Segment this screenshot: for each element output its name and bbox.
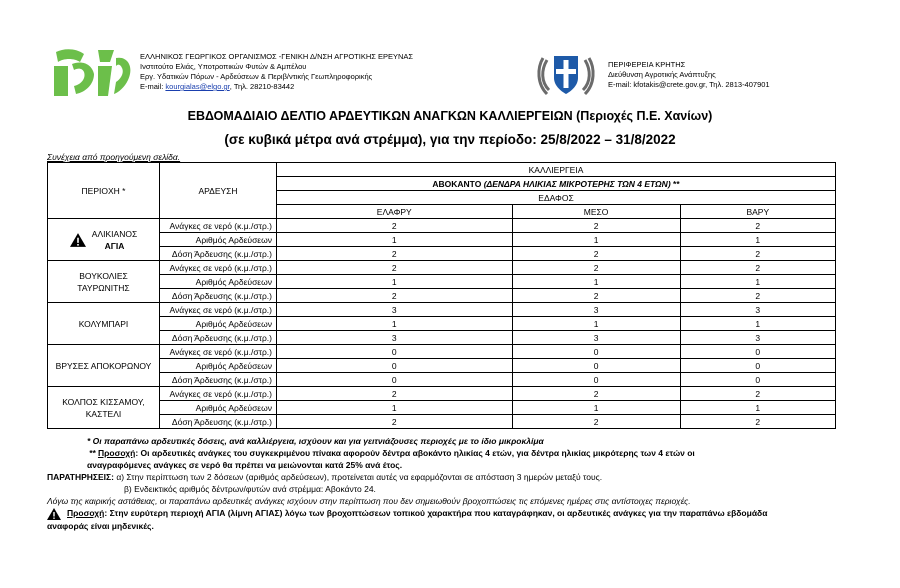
metric-label: Αριθμός Αρδεύσεων: [160, 275, 277, 289]
metric-label: Αριθμός Αρδεύσεων: [160, 317, 277, 331]
table-row: [48, 233, 836, 247]
value-cell: 3: [512, 331, 680, 345]
value-cell: 2: [512, 387, 680, 401]
note-young-trees: [47, 447, 847, 459]
remark-a-line: [47, 471, 847, 483]
value-cell: 1: [277, 401, 513, 415]
table-row: [48, 303, 836, 317]
region-name-line: ΒΟΥΚΟΛΙΕΣ: [79, 270, 128, 281]
crops-header: ΚΑΛΛΙΕΡΓΕΙΑ: [277, 163, 836, 177]
table-row: [48, 415, 836, 429]
value-cell: 0: [512, 359, 680, 373]
value-cell: 1: [680, 317, 835, 331]
table-row: [48, 345, 836, 359]
metric-label: Ανάγκες σε νερό (κ.μ./στρ.): [160, 345, 277, 359]
value-cell: 2: [277, 415, 513, 429]
warning-text-2: αναφοράς είναι μηδενικές.: [47, 520, 154, 531]
value-cell: 2: [512, 415, 680, 429]
elgo-logo: [54, 48, 134, 100]
metric-label: Ανάγκες σε νερό (κ.μ./στρ.): [160, 219, 277, 233]
value-cell: 2: [680, 219, 835, 233]
warning-text: : Στην ευρύτερη περιοχή ΑΓΙΑ (λίμνη ΑΓΙΑΣ) λόγω των βροχοπτώσεων τοπικού χαρακτήρα που καταγράφηκαν, οι αρδευτικές ανάγκες για την παραπάνω εβδομάδα: [104, 508, 768, 518]
bulletin-title: ΕΒΔΟΜΑΔΙΑΙΟ ΔΕΛΤΙΟ ΑΡΔΕΥΤΙΚΩΝ ΑΝΑΓΚΩΝ ΚΑΛΛΙΕΡΓΕΙΩΝ (Περιοχές Π.Ε. Χανίων): [187, 109, 713, 123]
region-cell: [48, 303, 160, 345]
remark-a: α) Στην περίπτωση των 2 δόσεων (αριθμός αρδεύσεων), προτείνεται αυτές να εφαρμόζονται σε απόσταση 3 ημερών μεταξύ τους.: [116, 472, 603, 482]
region-line-1: ΠΕΡΙΦΕΡΕΙΑ ΚΡΗΤΗΣ: [608, 60, 686, 69]
metric-label: Δόση Άρδευσης (κ.μ./στρ.): [160, 373, 277, 387]
bulletin-subtitle: (σε κυβικά μέτρα ανά στρέμμα), για την περίοδο: 25/8/2022 – 31/8/2022: [224, 132, 676, 147]
region-name-line: ΚΑΣΤΕΛΙ: [85, 408, 122, 419]
value-cell: 1: [277, 233, 513, 247]
value-cell: 2: [512, 289, 680, 303]
email-link[interactable]: kourgialas@elgo.gr: [165, 82, 230, 91]
value-cell: 1: [512, 317, 680, 331]
warning-icon: [70, 233, 86, 247]
metric-label: Δόση Άρδευσης (κ.μ./στρ.): [160, 331, 277, 345]
region-cell: [48, 219, 160, 261]
table-row: [48, 359, 836, 373]
value-cell: 1: [680, 233, 835, 247]
value-cell: 1: [512, 275, 680, 289]
region-cell: [48, 345, 160, 387]
header-right: [535, 50, 770, 105]
value-cell: 2: [680, 415, 835, 429]
value-cell: 2: [277, 219, 513, 233]
value-cell: 3: [277, 303, 513, 317]
value-cell: 2: [277, 387, 513, 401]
email-prefix: E-mail:: [140, 82, 166, 91]
metric-label: Δόση Άρδευσης (κ.μ./στρ.): [160, 415, 277, 429]
value-cell: 3: [277, 331, 513, 345]
metric-label: Δόση Άρδευσης (κ.μ./στρ.): [160, 289, 277, 303]
value-cell: 1: [512, 401, 680, 415]
value-cell: 1: [512, 233, 680, 247]
value-cell: 2: [680, 261, 835, 275]
header-right-text: [608, 60, 770, 90]
note-young-trees-2: αναγραφόμενες ανάγκες σε νερό θα πρέπει να μειώνονται κατά 25% ανά έτος.: [87, 460, 403, 470]
phone: , Τηλ. 28210-83442: [229, 82, 295, 91]
value-cell: 3: [680, 331, 835, 345]
value-cell: 1: [680, 401, 835, 415]
value-cell: 1: [680, 275, 835, 289]
value-cell: 1: [277, 317, 513, 331]
value-cell: 0: [277, 345, 513, 359]
org-line-1: ΕΛΛΗΝΙΚΟΣ ΓΕΩΡΓΙΚΟΣ ΟΡΓΑΝΙΣΜΟΣ -ΓΕΝΙΚΗ Δ/ΝΣΗ ΑΓΡΟΤΙΚΗΣ ΕΡΕΥΝΑΣ: [140, 52, 414, 61]
crop-stars: **: [670, 178, 680, 189]
metric-label: Αριθμός Αρδεύσεων: [160, 401, 277, 415]
warning-label: Προσοχή: [67, 508, 105, 518]
notes: [47, 435, 847, 532]
value-cell: 2: [512, 247, 680, 261]
table-row: [48, 289, 836, 303]
metric-label: Ανάγκες σε νερό (κ.μ./στρ.): [160, 261, 277, 275]
table-row: [48, 261, 836, 275]
table-row: [48, 387, 836, 401]
col-irrigation-header: ΑΡΔΕΥΣΗ: [160, 163, 277, 219]
weather-note: Λόγω της καιρικής αστάθειας, οι παραπάνω αρδευτικές ανάγκες ισχύουν στην περίπτωση που δεν σημειωθούν βροχοπτώσεις τις επόμενες ημέρες στις αντίστοιχες περιοχές.: [47, 496, 691, 506]
remark-b: β) Ενδεικτικός αριθμός δέντρων/φυτών ανά στρέμμα: Αβοκάντο 24.: [124, 484, 376, 494]
region-name: [92, 228, 137, 252]
value-cell: 2: [680, 247, 835, 261]
remarks-label: ΠΑΡΑΤΗΡΗΣΕΙΣ:: [47, 472, 114, 482]
table-header-row: [48, 163, 836, 177]
col-region-header: ΠΕΡΙΟΧΗ *: [48, 163, 160, 219]
note-attention-text: : Οι αρδευτικές ανάγκες του συγκεκριμένου πίνακα αφορούν δέντρα αβοκάντο ηλικίας 4 ετών, για δέντρα ηλικίας μικρότερης των 4 ετών οι: [135, 448, 695, 458]
soil-heavy: ΒΑΡΥ: [680, 205, 835, 219]
crop-age-note: (ΔΕΝΔΡΑ ΗΛΙΚΙΑΣ ΜΙΚΡΟΤΕΡΗΣ ΤΩΝ 4 ΕΤΩΝ): [483, 178, 671, 189]
value-cell: 3: [680, 303, 835, 317]
table-row: [48, 275, 836, 289]
value-cell: 2: [277, 289, 513, 303]
metric-label: Ανάγκες σε νερό (κ.μ./στρ.): [160, 303, 277, 317]
table-row: [48, 373, 836, 387]
note-microclimate: * Οι παραπάνω αρδευτικές δόσεις, ανά καλλιέργεια, ισχύουν και για γειτνιάζουσες περιοχές με το ίδιο μικροκλίμα: [87, 436, 544, 446]
continued-note: Συνέχεια από προηγούμενη σελίδα.: [47, 152, 181, 162]
value-cell: 2: [680, 289, 835, 303]
header-left: [54, 48, 414, 105]
table-row: [48, 401, 836, 415]
value-cell: 0: [680, 359, 835, 373]
value-cell: 0: [512, 373, 680, 387]
soil-medium: ΜΕΣΟ: [512, 205, 680, 219]
value-cell: 2: [277, 261, 513, 275]
metric-label: Αριθμός Αρδεύσεων: [160, 233, 277, 247]
org-line-3: Εργ. Υδατικών Πόρων - Αρδεύσεων & Περιβ/ντικής Γεωπληροφορικής: [140, 72, 373, 81]
metric-label: Δόση Άρδευσης (κ.μ./στρ.): [160, 247, 277, 261]
irrigation-table: [47, 162, 836, 429]
value-cell: 0: [512, 345, 680, 359]
org-line-2: Ινστιτούτο Ελιάς, Υποτροπικών Φυτών & Αμπέλου: [140, 62, 307, 71]
crop-name-cell: [277, 177, 836, 191]
region-line-3: E-mail: kfotakis@crete.gov.gr, Τηλ. 2813-407901: [608, 80, 770, 89]
table-row: [48, 247, 836, 261]
table-row: [48, 331, 836, 345]
warning-note: [47, 507, 847, 520]
value-cell: 2: [512, 219, 680, 233]
value-cell: 3: [512, 303, 680, 317]
soil-header: ΕΔΑΦΟΣ: [277, 191, 836, 205]
soil-light: ΕΛΑΦΡΥ: [277, 205, 513, 219]
region-name-line: ΚΟΛΠΟΣ ΚΙΣΣΑΜΟΥ,: [62, 396, 145, 407]
region-line-2: Διεύθυνση Αγροτικής Ανάπτυξης: [608, 70, 716, 79]
header-left-text: [140, 52, 413, 92]
region-cell: [48, 387, 160, 429]
greek-emblem-icon: [535, 50, 597, 100]
value-cell: 2: [277, 247, 513, 261]
contact-line: [140, 82, 413, 92]
value-cell: 2: [680, 387, 835, 401]
note-attention-label: Προσοχή: [97, 448, 136, 458]
metric-label: Ανάγκες σε νερό (κ.μ./στρ.): [160, 387, 277, 401]
value-cell: 0: [277, 373, 513, 387]
region-name-line: ΤΑΥΡΩΝΙΤΗΣ: [77, 282, 130, 293]
table-row: [48, 219, 836, 233]
value-cell: 0: [680, 345, 835, 359]
value-cell: 1: [277, 275, 513, 289]
metric-label: Αριθμός Αρδεύσεων: [160, 359, 277, 373]
crop-name: ΑΒΟΚΑΝΤΟ: [432, 178, 482, 189]
region-name-line: ΚΟΛΥΜΠΑΡΙ: [78, 318, 129, 329]
value-cell: 0: [680, 373, 835, 387]
table-row: [48, 317, 836, 331]
note-stars: **: [89, 448, 98, 458]
value-cell: 0: [277, 359, 513, 373]
region-name-line: ΑΓΙΑ: [104, 240, 125, 251]
region-rows: [48, 219, 836, 429]
value-cell: 2: [512, 261, 680, 275]
warning-icon: [47, 508, 61, 520]
region-cell: [48, 261, 160, 303]
region-name-line: ΑΛΙΚΙΑΝΟΣ: [91, 228, 138, 239]
region-name-line: ΒΡΥΣΕΣ ΑΠΟΚΟΡΩΝΟΥ: [55, 360, 152, 371]
